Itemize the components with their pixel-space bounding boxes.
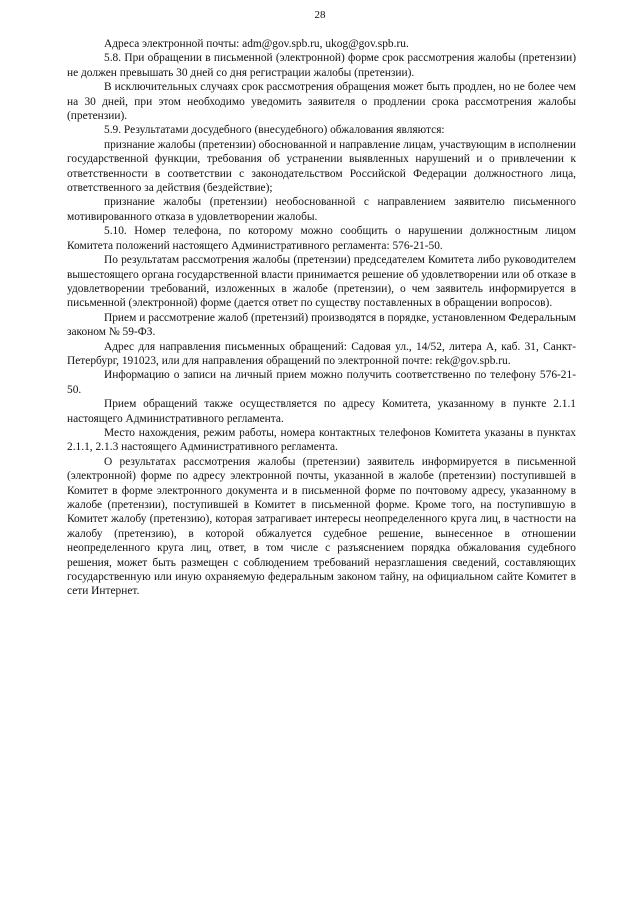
location-contacts-paragraph: Место нахождения, режим работы, номера контактных телефонов Комитета указаны в пунктах 2.1.1, 2.1.3 настоящего Административного регламента. — [67, 426, 576, 454]
reception-address-paragraph: Прием обращений также осуществляется по адресу Комитета, указанному в пункте 2.1.1 настоящего Административного регламента. — [67, 398, 576, 425]
mailing-address-paragraph: Адрес для направления письменных обращений: Садовая ул., 14/52, литера А, каб. 31, Санкт-Петербург, 191023, или для направления обращений по электронной почте: rek@gov.spb.ru. — [67, 340, 576, 367]
complaint-justified-paragraph: признание жалобы (претензии) обоснованной и направление лицам, участвующим в исполнении государственной функции, требования об устранении выявленных нарушений и о привлечении к ответственности в соответствии с законодательством Российской Федерации должностного лица, ответственного за действия (бездействие); — [67, 138, 576, 195]
federal-law-paragraph: Прием и рассмотрение жалоб (претензий) производятся в порядке, установленном Федеральным законом № 59-ФЗ. — [67, 311, 576, 339]
section-5-10-paragraph: 5.10. Номер телефона, по которому можно сообщить о нарушении должностным лицом Комитета положений настоящего Административного регламента: 576-21-50. — [67, 225, 576, 252]
complaint-unjustified-paragraph: признание жалобы (претензии) необоснованной с направлением заявителю письменного мотивированного отказа в удовлетворении жалобы. — [67, 196, 576, 223]
section-5-9-paragraph: 5.9. Результатами досудебного (внесудебного) обжалования являются: — [104, 124, 445, 137]
page-number: 28 — [314, 9, 326, 21]
email-addresses-paragraph: Адреса электронной почты: adm@gov.spb.ru, ukog@gov.spb.ru. — [104, 38, 409, 50]
section-5-8-paragraph: 5.8. При обращении в письменной (электронной) форме срок рассмотрения жалобы (претензии) не должен превышать 30 дней со дня регистрации жалобы (претензии). — [67, 52, 576, 79]
review-results-paragraph: По результатам рассмотрения жалобы (претензии) председателем Комитета либо руководителем вышестоящего органа государственной власти принимается решение об удовлетворении или об отказе в удовлетворении требований, изложенных в жалобе (претензии), о чем заявитель информируется в письменной (электронной) форме (дается ответ по существу поставленных в обращении вопросов). — [67, 254, 576, 310]
document-body — [67, 37, 576, 599]
personal-reception-paragraph: Информацию о записи на личный прием можно получить соответственно по телефону 576-21-50. — [67, 369, 576, 396]
extension-paragraph: В исключительных случаях срок рассмотрения обращения может быть продлен, но не более чем на 30 дней, при этом необходимо уведомить заявителя о продлении срока рассмотрения жалобы (претензии). — [67, 81, 576, 123]
notification-paragraph: О результатах рассмотрения жалобы (претензии) заявитель информируется в письменной (электронной) форме по адресу электронной почты, указанной в жалобе (претензии) поступившей в Комитет в форме электронного документа и в письменной форме по почтовому адресу, указанному в жалобе (претензии), поступившей в Комитет в письменной форме. Кроме того, на поступившую в Комитет жалобу (претензию), которая затрагивает интересы неопределенного круга лиц, в частности на жалобу (претензию), в которой обжалуется судебное решение, вынесенное в отношении неопределенного круга лиц, ответ, в том числе с разъяснением порядка обжалования судебного решения, может быть размещен с соблюдением требований неразглашения сведений, составляющих государственную или иную охраняемую федеральным законом тайну, на официальном сайте Комитет в сети Интернет. — [67, 455, 576, 598]
